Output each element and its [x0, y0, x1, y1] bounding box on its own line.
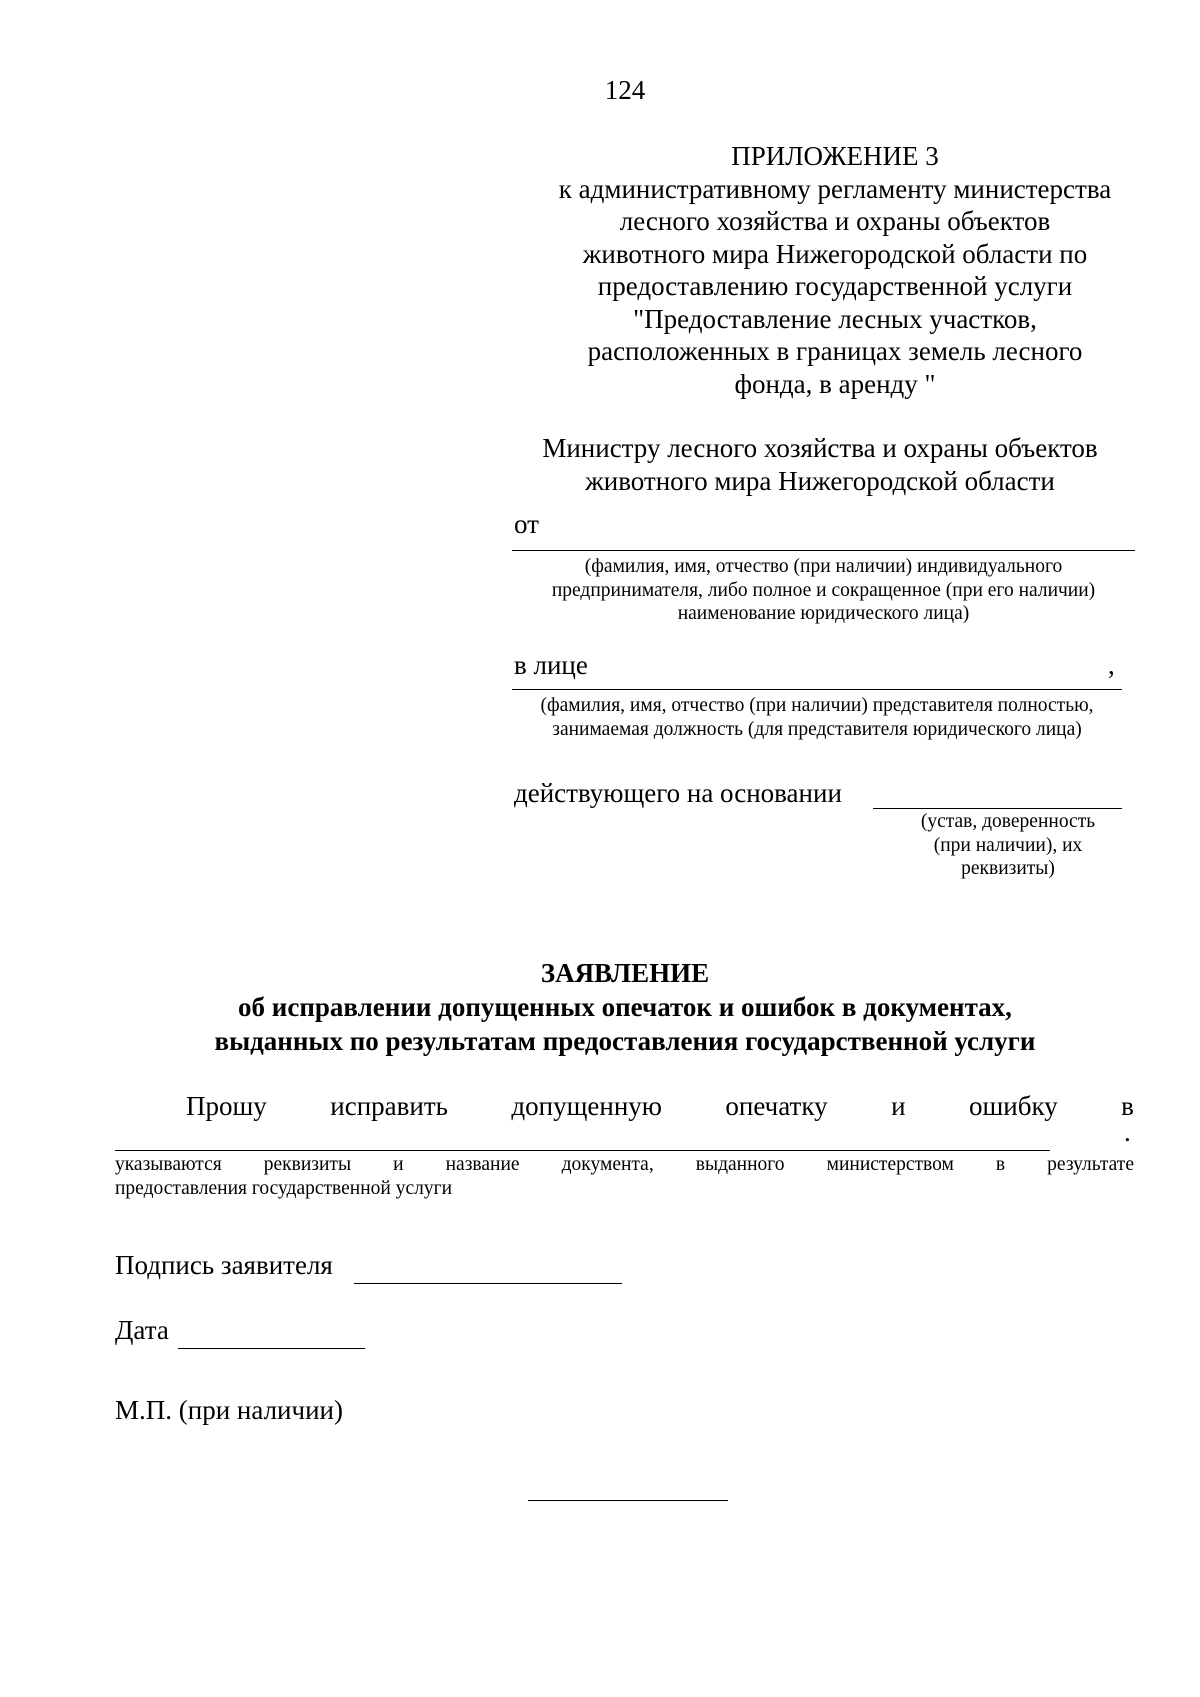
basis-caption-line: (при наличии), их — [933, 834, 1083, 856]
document-heading — [0, 956, 1200, 1058]
annex-line: фонда, в аренду " — [734, 368, 936, 399]
annex-line: предоставлению государственной услуги — [597, 271, 1073, 301]
request-word: и — [891, 1091, 906, 1121]
representative-fill-line[interactable] — [512, 689, 1122, 690]
annex-line: лесного хозяйства и охраны объектов — [619, 206, 1051, 236]
note-word: документа, — [561, 1154, 654, 1175]
date-label: Дата — [115, 1315, 169, 1345]
addressee-line: Министру лесного хозяйства и охраны объектов — [542, 433, 1098, 463]
annex-line: животного мира Нижегородской области по — [582, 238, 1088, 269]
note-word: выданного — [695, 1154, 785, 1175]
representative-comma: , — [1108, 650, 1115, 680]
date-fill-line[interactable] — [178, 1348, 365, 1349]
from-label: от — [514, 509, 539, 539]
closing-separator-line — [528, 1500, 728, 1501]
basis-caption-line: реквизиты) — [961, 858, 1055, 879]
page-number: 124 — [604, 75, 646, 105]
request-note-last-line: предоставления государственной услуги — [115, 1178, 453, 1199]
seal-label: М.П. (при наличии) — [115, 1395, 343, 1425]
annex-title: ПРИЛОЖЕНИЕ 3 — [731, 141, 939, 171]
note-word: и — [393, 1154, 404, 1175]
note-word: указываются — [115, 1154, 222, 1175]
basis-label: действующего на основании — [514, 778, 842, 808]
representative-caption-line: (фамилия, имя, отчество (при наличии) представителя полностью, — [540, 695, 1094, 716]
signature-fill-line[interactable] — [354, 1283, 622, 1284]
basis-caption-line: (устав, доверенность — [920, 811, 1096, 832]
basis-fill-line[interactable] — [873, 808, 1122, 809]
request-word: Прошу — [186, 1091, 267, 1121]
addressee-block — [520, 432, 1120, 497]
note-word: название — [445, 1154, 520, 1175]
document-title: ЗАЯВЛЕНИЕ — [540, 958, 710, 988]
request-sentence — [186, 1091, 1134, 1122]
representative-label: в лице — [514, 650, 588, 680]
document-details-fill-line[interactable] — [115, 1150, 1050, 1151]
request-word: допущенную — [511, 1091, 662, 1121]
annex-line: "Предоставление лесных участков, — [633, 303, 1037, 334]
note-word: результате — [1047, 1154, 1134, 1175]
document-subtitle-line: об исправлении допущенных опечаток и ошибок в документах, — [238, 992, 1012, 1022]
annex-header — [530, 140, 1140, 400]
annex-line: расположенных в границах земель лесного — [587, 336, 1083, 366]
basis-caption — [893, 810, 1123, 881]
request-word: опечатку — [725, 1091, 828, 1121]
from-caption-line: наименование юридического лица) — [677, 603, 970, 624]
note-word: реквизиты — [263, 1154, 352, 1175]
annex-line: к административному регламенту министерства — [558, 173, 1112, 204]
request-word: ошибку — [968, 1091, 1058, 1121]
note-word: в — [995, 1154, 1006, 1175]
from-caption-line: (фамилия, имя, отчество (при наличии) индивидуального — [584, 556, 1063, 577]
document-subtitle-line: выданных по результатам предоставления государственной услуги — [214, 1026, 1036, 1056]
request-word: исправить — [330, 1091, 448, 1121]
representative-caption — [512, 694, 1122, 741]
representative-caption-line: занимаемая должность (для представителя юридического лица) — [552, 718, 1082, 740]
signature-label: Подпись заявителя — [115, 1250, 333, 1280]
note-word: министерством — [826, 1154, 954, 1175]
from-caption — [512, 555, 1135, 626]
request-note — [115, 1154, 1134, 1176]
request-end-mark: . — [1124, 1117, 1131, 1147]
from-caption-line: предпринимателя, либо полное и сокращенное (при его наличии) — [551, 579, 1096, 601]
addressee-line: животного мира Нижегородской области — [585, 465, 1055, 496]
request-word: в — [1121, 1091, 1134, 1121]
from-fill-line[interactable] — [512, 550, 1135, 551]
